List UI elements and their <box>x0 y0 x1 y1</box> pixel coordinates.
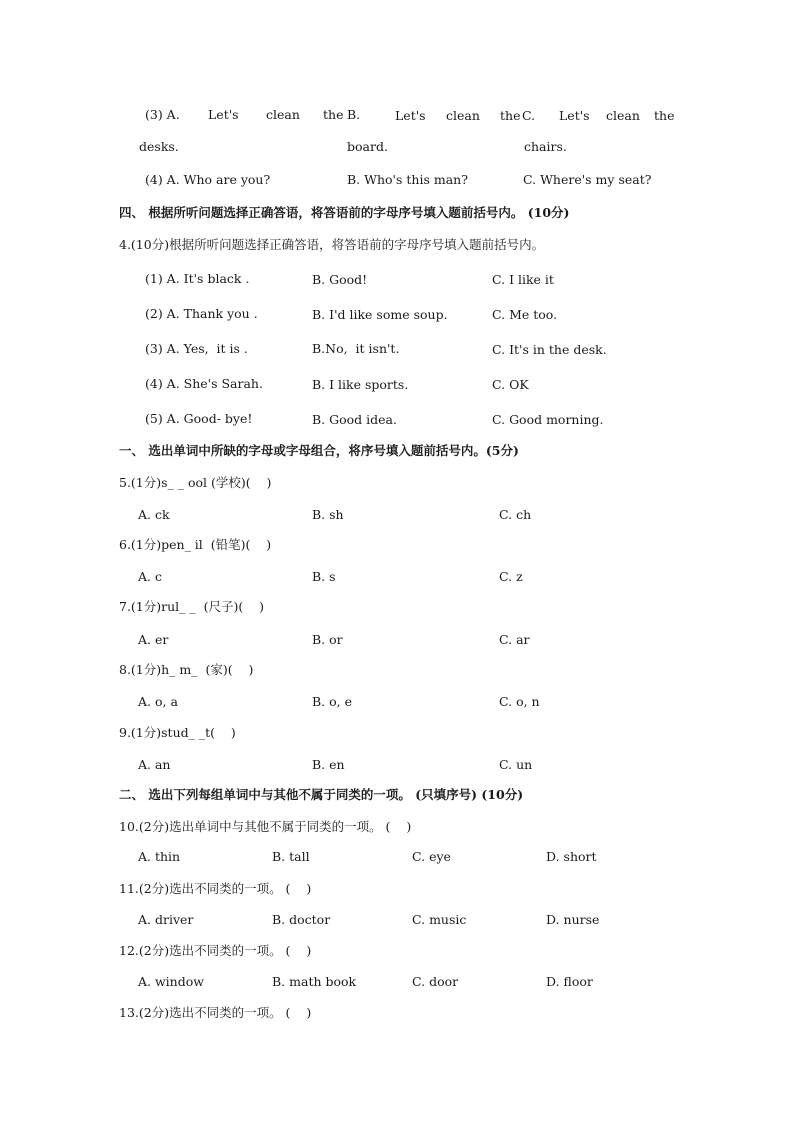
question-8: 8.(1分)h_ m_ (家)( ) <box>119 662 254 677</box>
q3-c-word: the <box>654 108 675 123</box>
section1-heading: 一、 选出单词中所缺的字母或字母组合，将序号填入题前括号内。(5分) <box>119 443 519 458</box>
question-11: 11.(2分)选出不同类的一项。 ( ) <box>119 881 312 896</box>
option-b: B. sh <box>312 507 344 522</box>
listen-option-a: (5) A. Good- bye! <box>145 411 253 426</box>
option-a: A. thin <box>138 849 181 864</box>
question-4: 4.(10分)根据所听问题选择正确答语，将答语前的字母序号填入题前括号内。 <box>119 237 545 252</box>
listen-option-a: (3) A. Yes, it is . <box>145 341 248 356</box>
option-b: B. or <box>312 632 343 647</box>
listen-option-c: C. Good morning. <box>492 412 604 427</box>
option-a: A. window <box>138 974 204 989</box>
question-5: 5.(1分)s_ _ ool (学校)( ) <box>119 475 272 490</box>
q4-a: (4) A. Who are you? <box>145 172 271 187</box>
listen-option-b: B.No, it isn't. <box>312 341 400 356</box>
listen-option-c: C. I like it <box>492 272 554 287</box>
option-a: A. o, a <box>138 694 178 709</box>
option-c: C. z <box>499 569 523 584</box>
section2-heading: 二、 选出下列每组单词中与其他不属于同类的一项。 (只填序号) (10分) <box>119 787 524 802</box>
option-c: C. un <box>499 757 533 772</box>
listen-option-b: B. I'd like some soup. <box>312 307 448 322</box>
option-d: D. short <box>546 849 597 864</box>
q4-b: B. Who's this man? <box>347 172 468 187</box>
option-b: B. s <box>312 569 336 584</box>
q3-a-word: the <box>323 107 344 122</box>
option-c: C. ch <box>499 507 532 522</box>
option-c: C. eye <box>412 849 451 864</box>
option-a: A. c <box>138 569 162 584</box>
question-12: 12.(2分)选出不同类的一项。 ( ) <box>119 943 312 958</box>
option-c: C. o, n <box>499 694 540 709</box>
listen-option-a: (2) A. Thank you . <box>145 306 258 321</box>
listen-option-c: C. It's in the desk. <box>492 342 607 357</box>
listen-option-a: (4) A. She's Sarah. <box>145 376 263 391</box>
q3-b-word: Let's <box>395 108 426 123</box>
q3-b-end: board. <box>347 139 388 154</box>
section4-heading: 四、 根据所听问题选择正确答语，将答语前的字母序号填入题前括号内。 (10分) <box>119 205 570 220</box>
q3-a-end: desks. <box>139 139 179 154</box>
listen-option-c: C. Me too. <box>492 307 558 322</box>
q3-b-word: the <box>500 108 521 123</box>
option-b: B. o, e <box>312 694 353 709</box>
option-a: A. ck <box>138 507 170 522</box>
q3-label: (3) A. <box>145 107 180 122</box>
option-c: C. door <box>412 974 459 989</box>
option-c: C. music <box>412 912 467 927</box>
q3-c-label: C. <box>522 108 536 123</box>
option-a: A. an <box>138 757 171 772</box>
option-d: D. nurse <box>546 912 600 927</box>
question-7: 7.(1分)rul_ _ (尺子)( ) <box>119 599 264 614</box>
q3-c-word: clean <box>606 108 640 123</box>
question-13: 13.(2分)选出不同类的一项。 ( ) <box>119 1005 312 1020</box>
question-9: 9.(1分)stud_ _t( ) <box>119 725 236 740</box>
question-10: 10.(2分)选出单词中与其他不属于同类的一项。 ( ) <box>119 819 412 834</box>
option-a: A. er <box>138 632 169 647</box>
listen-option-c: C. OK <box>492 377 529 392</box>
listen-option-b: B. Good! <box>312 272 368 287</box>
listen-option-b: B. I like sports. <box>312 377 409 392</box>
q3-a-word: clean <box>266 107 300 122</box>
option-b: B. math book <box>272 974 357 989</box>
option-b: B. tall <box>272 849 310 864</box>
q3-c-word: Let's <box>559 108 590 123</box>
q4-c: C. Where's my seat? <box>523 172 652 187</box>
listen-option-b: B. Good idea. <box>312 412 397 427</box>
option-a: A. driver <box>138 912 194 927</box>
listen-option-a: (1) A. It's black . <box>145 271 250 286</box>
q3-a-word: Let's <box>208 107 239 122</box>
q3-b-label: B. <box>347 107 361 122</box>
q3-c-end: chairs. <box>524 139 567 154</box>
option-b: B. doctor <box>272 912 331 927</box>
option-b: B. en <box>312 757 345 772</box>
q3-b-word: clean <box>446 108 480 123</box>
option-d: D. floor <box>546 974 593 989</box>
option-c: C. ar <box>499 632 530 647</box>
question-6: 6.(1分)pen_ il (铅笔)( ) <box>119 537 272 552</box>
